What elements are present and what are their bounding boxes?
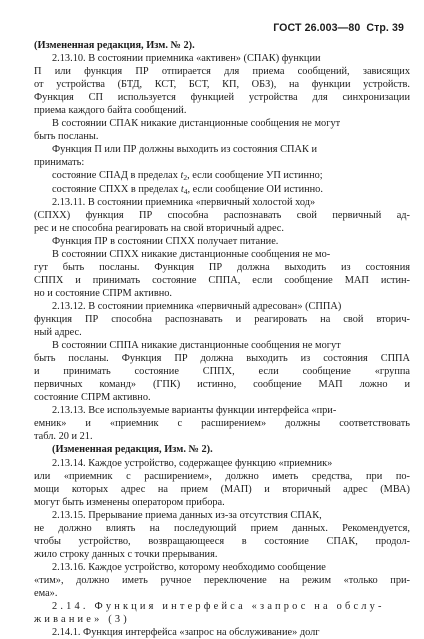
text-line: 2.13.12. В состоянии приемника «первичный адресован» (СППА) bbox=[52, 300, 342, 312]
text-line: Функция ПР в состоянии СПХХ получает питание. bbox=[52, 235, 279, 247]
text-line: быть посланы. Функция ПР должна выходить из состояния СППА bbox=[34, 353, 410, 365]
text-line bbox=[34, 183, 410, 196]
line-text: состояние СПХХ в пределах bbox=[52, 183, 181, 195]
variable: t bbox=[180, 183, 184, 195]
text-line: (Измененная редакция, Изм. № 2). bbox=[52, 444, 213, 456]
text-line: от устройства (БТД, КСТ, БСТ, КП, ОБЗ), на функции устройств. bbox=[34, 79, 410, 91]
line-text: состояние СПАД в пределах bbox=[52, 170, 181, 182]
text-line: жило строку данных с точки прерывания. bbox=[34, 548, 218, 560]
line-text: , если сообщение УП истинно; bbox=[187, 170, 323, 182]
text-line: приема каждого байта сообщений. bbox=[34, 105, 187, 117]
text-line: Функция П или ПР должны выходить из состояния СПАК и bbox=[52, 144, 317, 156]
document-body bbox=[34, 39, 410, 639]
text-line: функция ПР способна распознавать и реагировать на свой вторич- bbox=[34, 313, 410, 325]
text-line: ема». bbox=[34, 587, 58, 599]
text-line: могут быть изменены оператором прибора. bbox=[34, 496, 225, 508]
text-line: 2.14.1. Функция интерфейса «запрос на обслуживание» долг bbox=[52, 627, 320, 639]
text-line: состояние СПРМ активно. bbox=[34, 392, 151, 404]
text-line bbox=[34, 169, 410, 182]
text-line: чтобы устройство, возвращающееся в состояние СПАК, продол- bbox=[34, 535, 410, 547]
page-header bbox=[34, 0, 410, 34]
text-line: (СПХХ) функция ПР способна распознавать свой первичный ад- bbox=[34, 209, 410, 221]
standard-number: ГОСТ 26.003—80 bbox=[273, 22, 361, 34]
text-line: 2.13.11. В состоянии приемника «первичный холостой ход» bbox=[52, 196, 316, 208]
text-line: рес и не способна реагировать на свой вторичный адрес. bbox=[34, 222, 284, 234]
text-line: не должно влиять на последующий прием данных. Рекомендуется, bbox=[34, 522, 410, 534]
text-line: 2.13.16. Каждое устройство, которому необходимо сообщение bbox=[52, 561, 326, 573]
variable-subscript: 2 bbox=[183, 173, 188, 183]
text-line: живание» (3) bbox=[34, 614, 130, 626]
text-line: гут быть посланы. Функция ПР должна выходить из состояния bbox=[34, 261, 410, 273]
text-line: быть посланы. bbox=[34, 131, 99, 143]
text-line: В состоянии СПХХ никакие дистанционные сообщения не мо- bbox=[52, 248, 331, 260]
variable-subscript: 4 bbox=[183, 186, 188, 196]
text-line: В состоянии СППА никакие дистанционные сообщения не могут bbox=[52, 340, 341, 352]
text-line: и принимать состояние СППХ, если сообщение «группа bbox=[34, 366, 410, 378]
page-number: Стр. 39 bbox=[366, 22, 404, 34]
text-line: 2.13.15. Прерывание приема данных из-за отсутствия СПАК, bbox=[52, 509, 322, 521]
text-line: первичных команд» (ГПК) истинно, сообщение МАП ложно и bbox=[34, 379, 410, 391]
text-line: Функция СП используется функцией устройства для синхронизации bbox=[34, 92, 410, 104]
text-line: 2.14. Функция интерфейса «запрос на обслу- bbox=[52, 601, 385, 613]
text-line: но и состояние СПРМ активно. bbox=[34, 287, 173, 299]
text-line: табл. 20 и 21. bbox=[34, 431, 93, 443]
text-line: СППХ и принимать состояние СППА, если сообщение МАП истин- bbox=[34, 274, 410, 286]
text-line: или «приемник с расширением», должно иметь средства, при по- bbox=[34, 470, 410, 482]
text-line: (Измененная редакция, Изм. № 2). bbox=[34, 40, 195, 51]
text-line: П или функция ПР отпирается для приема сообщений, зависящих bbox=[34, 66, 410, 78]
text-line: мощи которых адрес на прием (МАП) и вторичный адрес (МВА) bbox=[34, 483, 410, 495]
text-line: 2.13.14. Каждое устройство, содержащее функцию «приемник» bbox=[52, 457, 333, 469]
text-line: принимать: bbox=[34, 157, 85, 169]
line-text: , если сообщение ОИ истинно. bbox=[187, 183, 323, 195]
text-line: «тим», должно иметь ручное переключение на режим «только при- bbox=[34, 574, 410, 586]
text-line: ный адрес. bbox=[34, 327, 82, 339]
text-line: 2.13.13. Все используемые варианты функции интерфейса «при- bbox=[52, 405, 337, 417]
text-line: емник» и «приемник с расширением» должны соответствовать bbox=[34, 418, 410, 430]
text-line: В состоянии СПАК никакие дистанционные сообщения не могут bbox=[52, 118, 341, 130]
variable: t bbox=[180, 170, 184, 182]
text-line: 2.13.10. В состоянии приемника «активен» (СПАК) функции bbox=[52, 53, 321, 65]
